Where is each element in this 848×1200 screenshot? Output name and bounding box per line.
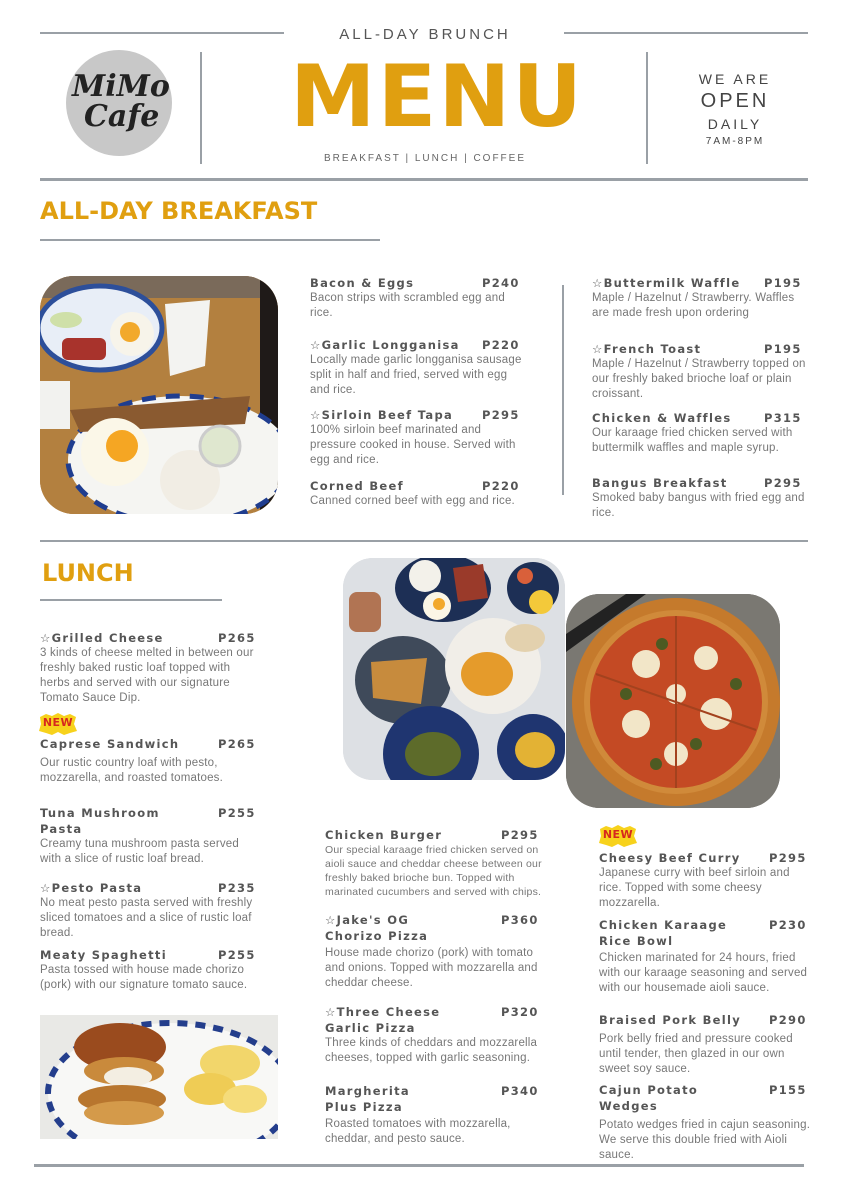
item-description: Japanese curry with beef sirloin and rice. Topped with some cheesy mozzarella. (599, 867, 790, 909)
pizza-photo-illustration (566, 594, 780, 808)
item-description: No meat pesto pasta served with freshly sliced tomatoes and a slice of rustic loaf bread. (40, 897, 253, 939)
lunch-item-chicken-karaage-rice-bowl (599, 917, 811, 996)
item-price: P240 (482, 276, 520, 290)
item-name: Caprese Sandwich (40, 737, 180, 751)
item-price: P295 (764, 476, 802, 490)
item-description: House made chorizo (pork) with tomato and onions. Topped with mozzarella and cheddar cheese. (325, 947, 538, 989)
item-description: Pasta tossed with house made chorizo (pork) with our signature tomato sauce. (40, 964, 248, 991)
lunch-item-three-cheese-garlic-pizza (325, 1004, 545, 1066)
item-price: P235 (218, 881, 256, 895)
breakfast-heading-rule (40, 239, 380, 241)
item-name: Cheesy Beef Curry (599, 851, 741, 865)
item-description: Our rustic country loaf with pesto, mozzarella, and roasted tomatoes. (40, 757, 224, 784)
item-price: P360 (501, 913, 539, 927)
item-price: P295 (482, 408, 520, 422)
breakfast-photo-illustration (40, 276, 278, 514)
item-name: Corned Beef (310, 479, 404, 493)
open-line1: WE ARE (698, 71, 772, 87)
item-description: Locally made garlic longganisa sausage split in half and fried, served with egg and rice. (310, 354, 522, 396)
item-description: Roasted tomatoes with mozzarella, cheddar, and pesto sauce. (325, 1118, 511, 1145)
item-price: P155 (769, 1083, 807, 1097)
item-description: 100% sirloin beef marinated and pressure cooked in house. Served with egg and rice. (310, 424, 516, 466)
header-divider-left (200, 52, 202, 164)
lunch-item-caprese-sandwich (40, 736, 258, 786)
item-name: Chicken Karaage Rice Bowl (599, 918, 728, 948)
footer-rule (34, 1164, 804, 1167)
lunch-item-grilled-cheese (40, 630, 258, 706)
item-name: ☆Pesto Pasta (40, 881, 143, 895)
open-line3: DAILY (707, 116, 763, 132)
item-name: Cajun Potato Wedges (599, 1083, 699, 1113)
breakfast-heading: ALL-DAY BREAKFAST (40, 197, 318, 225)
item-price: P290 (769, 1013, 807, 1027)
breakfast-item-bangus-breakfast (592, 475, 810, 521)
item-name: ☆Grilled Cheese (40, 631, 164, 645)
item-price: P230 (769, 918, 807, 932)
item-price: P320 (501, 1005, 539, 1019)
item-name: ☆Sirloin Beef Tapa (310, 408, 454, 422)
item-price: P255 (218, 806, 256, 820)
lunch-item-tuna-mushroom-pasta (40, 805, 258, 867)
item-name: ☆Three Cheese Garlic Pizza (325, 1005, 441, 1035)
breakfast-item-garlic-longganisa (310, 337, 528, 398)
item-description: Pork belly fried and pressure cooked until tender, then glazed in our own sweet soy sauce. (599, 1033, 793, 1075)
item-price: P220 (482, 479, 520, 493)
lunch-item-meaty-spaghetti (40, 947, 258, 993)
header-rule-right (564, 32, 808, 34)
item-price: P315 (764, 411, 802, 425)
item-price: P255 (218, 948, 256, 962)
lunch-item-braised-pork-belly (599, 1012, 811, 1077)
item-name: ☆Jake's OG Chorizo Pizza (325, 913, 429, 943)
item-price: P195 (764, 276, 802, 290)
header-subtitle: BREAKFAST | LUNCH | COFFEE (323, 153, 527, 164)
pizza-photo (566, 594, 780, 808)
breakfast-item-sirloin-beef-tapa (310, 407, 528, 468)
opening-hours: 7AM-8PM (705, 136, 765, 147)
breakfast-item-buttermilk-waffle (592, 275, 810, 321)
burger-photo-illustration (40, 1015, 278, 1139)
lunch-item-chicken-burger (325, 827, 561, 899)
item-name: Braised Pork Belly (599, 1013, 742, 1027)
page-title: MENU (290, 47, 585, 147)
item-description: Our special karaage fried chicken served on aioli sauce and cheddar cheese between our freshly baked brioche bun. Topped with marinated cucumbers and served with chips. (325, 844, 542, 898)
item-name: Chicken & Waffles (592, 411, 732, 425)
item-description: 3 kinds of cheese melted in between our freshly baked rustic loaf topped with herbs and served with our signature Tomato Sauce Dip. (40, 647, 254, 704)
breakfast-item-french-toast (592, 341, 810, 402)
item-description: Bacon strips with scrambled egg and rice. (310, 292, 505, 319)
lunch-item-cheesy-beef-curry (599, 850, 811, 911)
burger-photo (40, 1015, 278, 1139)
item-description: Creamy tuna mushroom pasta served with a slice of rustic loaf bread. (40, 838, 239, 865)
lunch-heading-rule (40, 599, 222, 601)
breakfast-item-corned-beef (310, 478, 528, 509)
item-price: P265 (218, 737, 256, 751)
logo-line1: MiMo (72, 69, 170, 104)
item-price: P295 (769, 851, 807, 865)
item-name: Bangus Breakfast (592, 476, 728, 490)
item-name: ☆Buttermilk Waffle (592, 276, 741, 290)
new-badge-2-label: NEW (602, 828, 634, 841)
lunch-collage-illustration (343, 558, 565, 780)
item-description: Maple / Hazelnut / Strawberry. Waffles are made fresh upon ordering (592, 292, 795, 319)
lunch-item-margherita-plus-pizza (325, 1083, 545, 1147)
item-price: P340 (501, 1084, 539, 1098)
lunch-heading: LUNCH (42, 559, 134, 587)
item-name: Meaty Spaghetti (40, 948, 167, 962)
header-bottom-rule (40, 178, 808, 181)
item-description: Smoked baby bangus with fried egg and rice. (592, 492, 805, 519)
item-price: P220 (482, 338, 520, 352)
item-name: ☆Garlic Longganisa (310, 338, 460, 352)
item-name: ☆French Toast (592, 342, 702, 356)
item-description: Chicken marinated for 24 hours, fried with our karaage seasoning and served with our housemade aioli sauce. (599, 952, 808, 994)
lunch-item-jakes-og-chorizo-pizza (325, 912, 545, 991)
header-divider-right (646, 52, 648, 164)
item-price: P265 (218, 631, 256, 645)
open-line2: OPEN (700, 90, 770, 112)
item-price: P195 (764, 342, 802, 356)
item-description: Maple / Hazelnut / Strawberry topped on our freshly baked brioche loaf or plain croissant. (592, 358, 806, 400)
item-name: Chicken Burger (325, 828, 443, 842)
logo-line2: Cafe (84, 99, 160, 134)
item-description: Three kinds of cheddars and mozzarella cheeses, topped with garlic seasoning. (325, 1037, 538, 1064)
item-description: Potato wedges fried in cajun seasoning. We serve this double fried with Aioli sauce. (599, 1119, 811, 1161)
header-kicker: ALL-DAY BRUNCH (339, 26, 511, 43)
item-name: Margherita Plus Pizza (325, 1084, 410, 1114)
item-name: Bacon & Eggs (310, 276, 415, 290)
item-name: Tuna Mushroom Pasta (40, 806, 160, 836)
item-price: P295 (501, 828, 539, 842)
item-description: Our karaage fried chicken served with buttermilk waffles and maple syrup. (592, 427, 793, 454)
breakfast-item-chicken-waffles (592, 410, 810, 456)
item-description: Canned corned beef with egg and rice. (310, 495, 515, 507)
breakfast-item-bacon-eggs (310, 275, 528, 321)
header-rule-left (40, 32, 284, 34)
lunch-collage-photo (343, 558, 565, 780)
breakfast-column-divider (562, 285, 564, 495)
lunch-item-pesto-pasta (40, 880, 258, 941)
section-divider (40, 540, 808, 542)
new-badge-label: NEW (42, 716, 74, 729)
lunch-item-cajun-potato-wedges (599, 1082, 811, 1163)
breakfast-photo (40, 276, 278, 514)
